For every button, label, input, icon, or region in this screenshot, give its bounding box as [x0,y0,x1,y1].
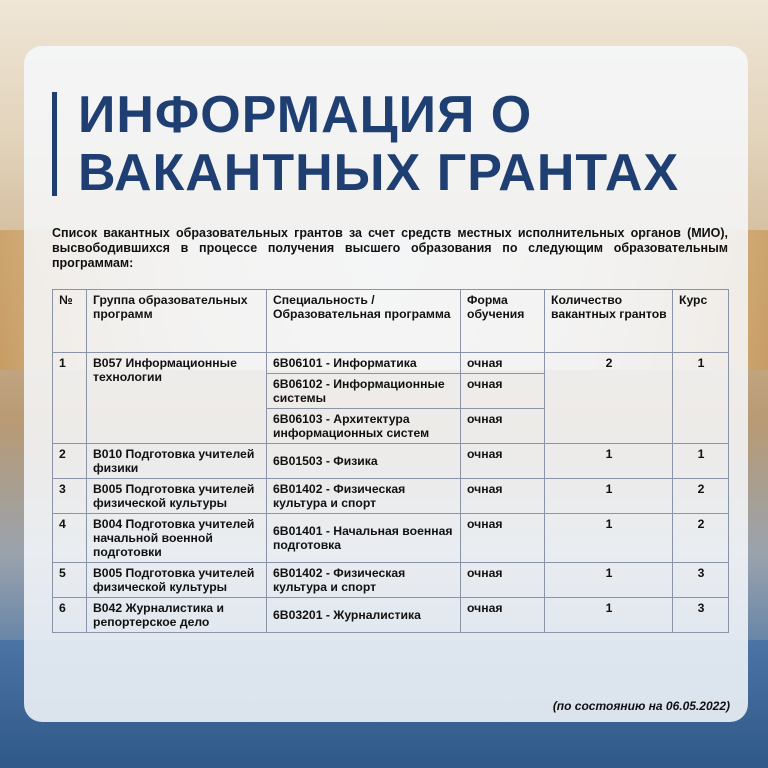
table-header-row [53,290,729,353]
cell-count: 1 [545,563,673,598]
cell-group: В042 Журналистика и репортерское дело [87,598,267,633]
page-title [78,86,728,202]
cell-spec: 6В01402 - Физическая культура и спорт [267,479,461,514]
cell-form: очная [461,563,545,598]
table-row [53,514,729,563]
header-form: Форма обучения [461,290,545,353]
header-count: Количество вакантных грантов [545,290,673,353]
cell-course: 3 [673,563,729,598]
cell-form: очная [461,374,545,409]
cell-course: 2 [673,514,729,563]
table-row [53,353,729,374]
title-accent-bar [52,92,57,196]
cell-form: очная [461,479,545,514]
table-row [53,444,729,479]
table-row [53,563,729,598]
cell-form: очная [461,514,545,563]
cell-form: очная [461,444,545,479]
header-num: № [53,290,87,353]
title-line-2: ВАКАНТНЫХ ГРАНТАХ [78,144,680,202]
cell-num: 4 [53,514,87,563]
intro-text: Список вакантных образовательных грантов за счет средств местных исполнительных органов (МИО), высвободившихся в процессе получения высшего образования по следующим образовательным программам: [52,226,728,270]
header-course: Курс [673,290,729,353]
cell-spec: 6В01402 - Физическая культура и спорт [267,563,461,598]
table-row [53,479,729,514]
cell-form: очная [461,353,545,374]
cell-group: В005 Подготовка учителей физической культуры [87,563,267,598]
cell-num: 1 [53,353,87,444]
cell-num: 3 [53,479,87,514]
cell-spec: 6В03201 - Журналистика [267,598,461,633]
cell-course: 1 [673,353,729,444]
cell-count: 1 [545,598,673,633]
table-row [53,598,729,633]
header-spec: Специальность / Образовательная программа [267,290,461,353]
cell-course: 2 [673,479,729,514]
cell-group: В057 Информационные технологии [87,353,267,444]
cell-group: В005 Подготовка учителей физической культуры [87,479,267,514]
title-line-1: ИНФОРМАЦИЯ О [78,86,533,144]
cell-num: 5 [53,563,87,598]
cell-count: 1 [545,479,673,514]
cell-group: В004 Подготовка учителей начальной военной подготовки [87,514,267,563]
cell-spec: 6В01401 - Начальная военная подготовка [267,514,461,563]
cell-num: 2 [53,444,87,479]
cell-spec: 6В06102 - Информационные системы [267,374,461,409]
cell-spec: 6В01503 - Физика [267,444,461,479]
grants-table [52,289,729,633]
cell-count: 1 [545,514,673,563]
cell-num: 6 [53,598,87,633]
header-group: Группа образовательных программ [87,290,267,353]
cell-spec: 6В06103 - Архитектура информационных систем [267,409,461,444]
status-date-note: (по состоянию на 06.05.2022) [552,699,730,713]
cell-form: очная [461,598,545,633]
cell-course: 3 [673,598,729,633]
cell-spec: 6В06101 - Информатика [267,353,461,374]
cell-count: 2 [545,353,673,444]
cell-form: очная [461,409,545,444]
cell-count: 1 [545,444,673,479]
cell-course: 1 [673,444,729,479]
cell-group: В010 Подготовка учителей физики [87,444,267,479]
